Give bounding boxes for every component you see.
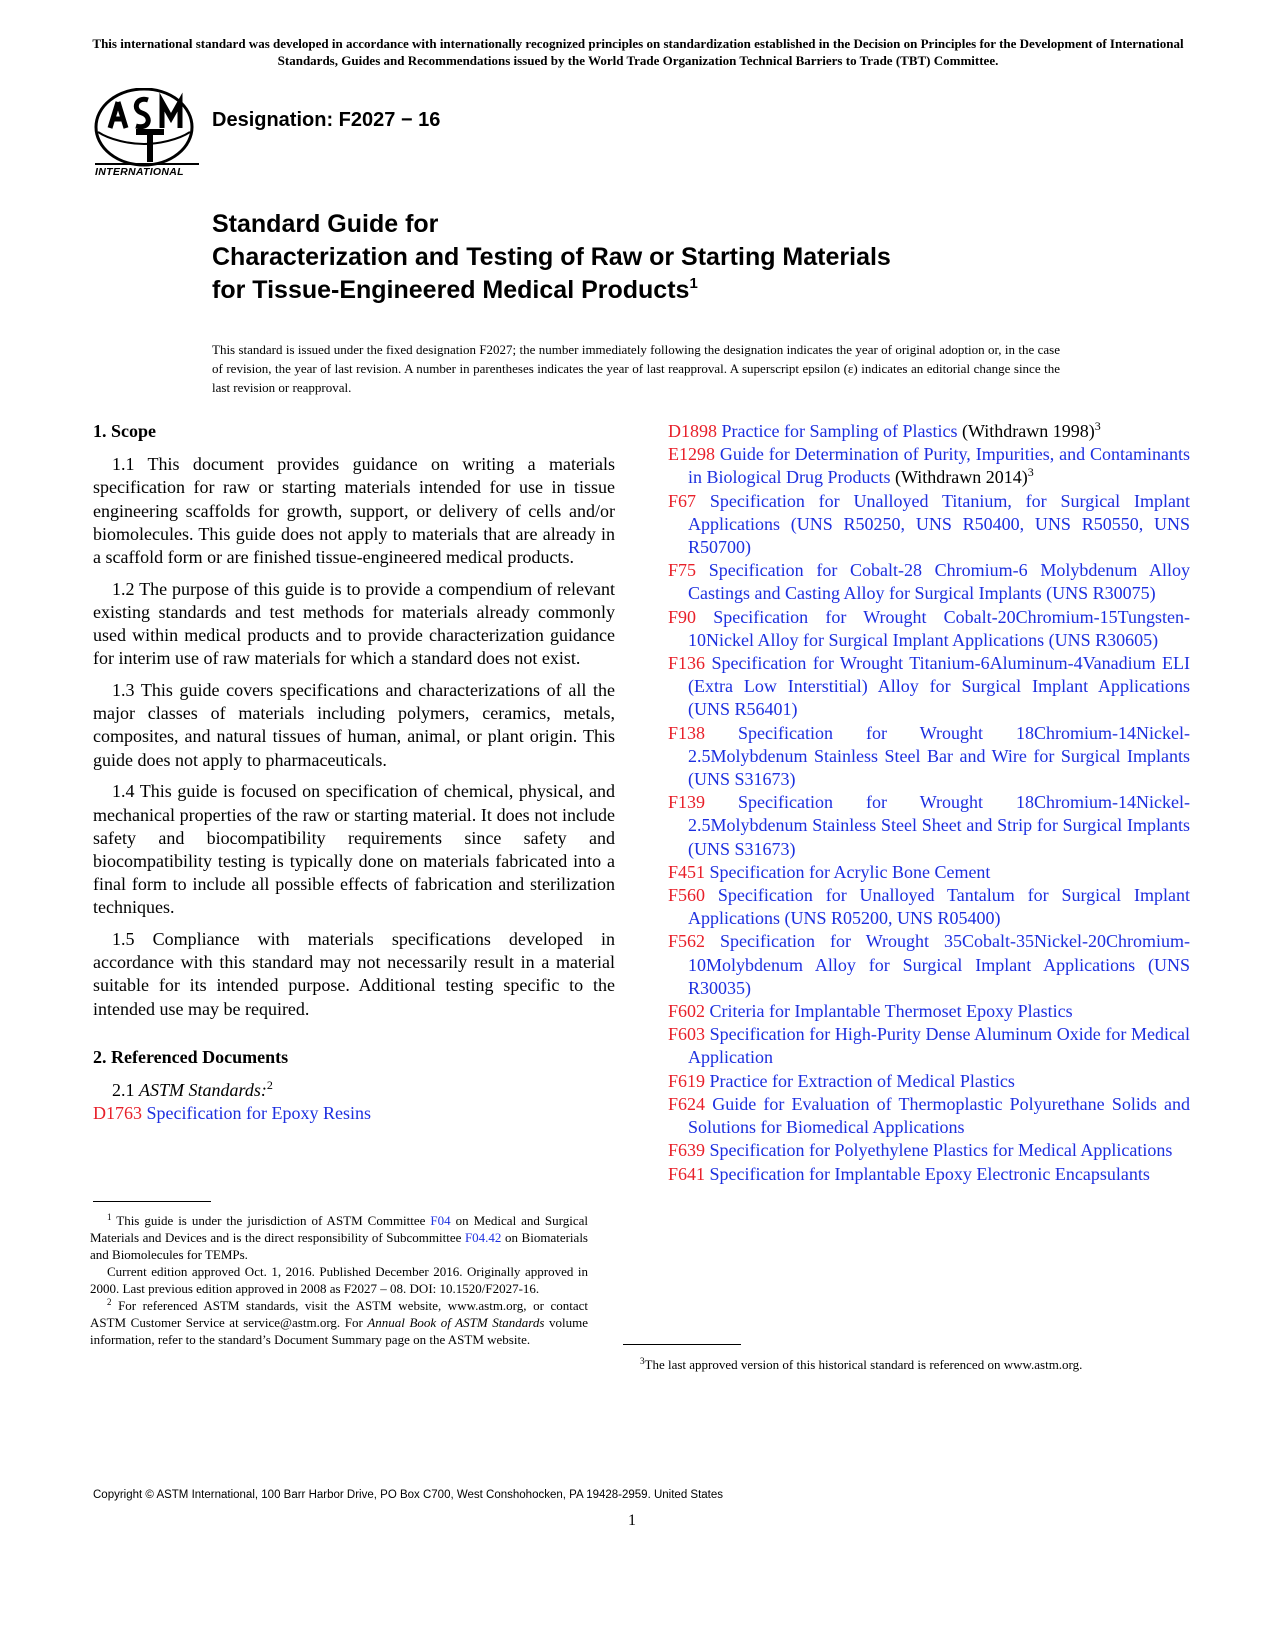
- document-title: [212, 208, 1062, 307]
- scope-paragraph: 1.4 This guide is focused on specification of chemical, physical, and mechanical properties of the raw or starting material. It does not include safety and biocompatibility requirements since safety and biocompatibility testing is typically done on materials fabricated into a final form to include all possible effects of fabrication and sterilization techniques.: [93, 781, 615, 918]
- reference-title-link[interactable]: Specification for Wrought Titanium-6Aluminum-4Vanadium ELI (Extra Low Interstitial) Alloy for Surgical Implant Applications (UNS R56401): [688, 653, 1190, 720]
- reference-title-link[interactable]: Practice for Extraction of Medical Plastics: [709, 1070, 1015, 1091]
- reference-item: [668, 1023, 1190, 1069]
- reference-code-link[interactable]: F603: [668, 1024, 706, 1045]
- subcommittee-link[interactable]: F04.42: [464, 1230, 502, 1245]
- reference-code-link[interactable]: F451: [668, 861, 706, 882]
- scope-paragraph: 1.1 This document provides guidance on writing a materials specification for raw or starting materials intended for use in tissue engineering scaffolds for growth, support, or delivery of cells and/or biomolecules. This guide does not apply to materials that are already in a scaffold form or are finished tissue-engineered medical products.: [93, 454, 615, 568]
- subsection-footnote-mark: 2: [266, 1078, 273, 1093]
- title-line-3-text: for Tissue-Engineered Medical Products: [212, 276, 690, 304]
- title-line-1: Standard Guide for: [212, 210, 439, 238]
- reference-title-link[interactable]: Specification for Wrought 35Cobalt-35Nickel-20Chromium-10Molybdenum Alloy for Surgical Implant Applications (UNS R30035): [688, 931, 1190, 998]
- references-right: [668, 420, 1190, 1186]
- reference-code-link[interactable]: F139: [668, 792, 706, 813]
- reference-code-link[interactable]: F90: [668, 606, 697, 627]
- reference-title-link[interactable]: Specification for Implantable Epoxy Electronic Encapsulants: [709, 1163, 1150, 1184]
- footnote-mark: 2: [107, 1297, 112, 1307]
- reference-code-link[interactable]: F639: [668, 1140, 706, 1161]
- reference-item: [668, 930, 1190, 1000]
- reference-code-link[interactable]: F136: [668, 653, 706, 674]
- footnote-1-edition: Current edition approved Oct. 1, 2016. Published December 2016. Originally approved in 2000. Last previous edition approved in 2008 as F2027 – 08. DOI: 10.1520/F2027-16.: [90, 1264, 588, 1296]
- reference-note: (Withdrawn 2014): [890, 467, 1028, 488]
- left-column: [93, 420, 615, 1125]
- committee-link[interactable]: F04: [430, 1213, 451, 1228]
- designation: Designation: F2027 − 16: [212, 109, 441, 131]
- reference-item: [668, 606, 1190, 652]
- reference-code-link[interactable]: D1898: [668, 421, 717, 441]
- reference-code-link[interactable]: F602: [668, 1001, 706, 1022]
- footnotes-right: [623, 1356, 1121, 1373]
- reference-item: [668, 884, 1190, 930]
- reference-title-link[interactable]: Specification for Cobalt-28 Chromium-6 Molybdenum Alloy Castings and Casting Alloy for Surgical Implants (UNS R30075): [688, 560, 1190, 604]
- wto-note: This international standard was developed in accordance with internationally recognized principles on standardization established in the Decision on Principles for the Development of International Standards, Guides and Recommendations issued by the World Trade Organization Technical Barriers to Trade (TBT) Committee.: [92, 36, 1184, 68]
- footnote-divider: [623, 1344, 741, 1345]
- footnote-text-italic: Annual Book of ASTM Standards: [367, 1315, 545, 1330]
- astm-standards-subheading: [93, 1079, 615, 1102]
- right-column: [668, 420, 1190, 1186]
- astm-logo-icon: [90, 88, 198, 174]
- referenced-documents-heading: 2. Referenced Documents: [93, 1046, 289, 1067]
- reference-title-link[interactable]: Practice for Sampling of Plastics: [721, 421, 958, 441]
- reference-item: [668, 722, 1190, 792]
- footnote-text: on Biomaterials and Biomolecules for TEMPs.: [90, 1230, 588, 1262]
- logo-text: INTERNATIONAL: [95, 163, 199, 178]
- references-left: [93, 1102, 615, 1125]
- reference-title-link[interactable]: Specification for Epoxy Resins: [146, 1103, 371, 1124]
- footnotes-left: [90, 1212, 588, 1348]
- reference-title-link[interactable]: Specification for Unalloyed Tantalum for Surgical Implant Applications (UNS R05200, UNS R05400): [688, 885, 1190, 929]
- title-line-2: Characterization and Testing of Raw or Starting Materials: [212, 243, 891, 271]
- title-footnote-mark: 1: [689, 275, 698, 292]
- footnote-1: [90, 1212, 588, 1263]
- reference-item: [668, 1070, 1190, 1093]
- reference-item: [668, 861, 1190, 884]
- reference-item: [668, 443, 1190, 489]
- subsection-number: 2.1: [112, 1080, 135, 1101]
- reference-code-link[interactable]: F560: [668, 885, 706, 906]
- title-line-3: [212, 274, 1062, 307]
- reference-title-link[interactable]: Specification for Wrought 18Chromium-14Nickel-2.5Molybdenum Stainless Steel Sheet and Strip for Surgical Implants (UNS S31673): [688, 792, 1190, 859]
- reference-code-link[interactable]: E1298: [668, 444, 715, 465]
- footnote-text: For referenced ASTM standards, visit the ASTM website, www.astm.org, or contact ASTM Customer Service at service@astm.org. For: [90, 1298, 588, 1330]
- reference-code-link[interactable]: F75: [668, 560, 697, 581]
- reference-title-link[interactable]: Specification for High-Purity Dense Aluminum Oxide for Medical Application: [688, 1024, 1190, 1068]
- page-number: 1: [628, 1512, 636, 1529]
- reference-code-link[interactable]: F67: [668, 490, 697, 511]
- footnote-mark: 1: [107, 1212, 112, 1222]
- reference-item: [668, 791, 1190, 861]
- reference-title-link[interactable]: Criteria for Implantable Thermoset Epoxy Plastics: [709, 1001, 1073, 1022]
- scope-heading: 1. Scope: [93, 421, 156, 441]
- reference-item: [668, 420, 1190, 443]
- reference-code-link[interactable]: D1763: [93, 1103, 142, 1124]
- issued-note: This standard is issued under the fixed designation F2027; the number immediately following the designation indicates the year of original adoption or, in the case of revision, the year of last revision. A number in parentheses indicates the year of last reapproval. A superscript epsilon (ε) indicates an editorial change since the last revision or reapproval.: [212, 342, 1060, 395]
- footnote-2: [90, 1297, 588, 1348]
- reference-item: [93, 1102, 615, 1125]
- reference-footnote-mark: 3: [1027, 465, 1034, 480]
- reference-item: [668, 490, 1190, 560]
- reference-code-link[interactable]: F562: [668, 931, 706, 952]
- reference-code-link[interactable]: F619: [668, 1070, 706, 1091]
- reference-item: [668, 652, 1190, 722]
- reference-item: [668, 1163, 1190, 1186]
- copyright: Copyright © ASTM International, 100 Barr Harbor Drive, PO Box C700, West Conshohocken, PA 19428-2959. United States: [93, 1489, 724, 1501]
- reference-item: [668, 559, 1190, 605]
- reference-title-link[interactable]: Specification for Wrought 18Chromium-14Nickel-2.5Molybdenum Stainless Steel Bar and Wire for Surgical Implants (UNS S31673): [688, 722, 1190, 790]
- reference-title-link[interactable]: Specification for Unalloyed Titanium, for Surgical Implant Applications (UNS R50250, UNS R50400, UNS R50550, UNS R50700): [688, 490, 1190, 558]
- reference-note: (Withdrawn 1998): [957, 421, 1095, 441]
- reference-title-link[interactable]: Guide for Evaluation of Thermoplastic Polyurethane Solids and Solutions for Biomedical Applications: [688, 1093, 1191, 1138]
- reference-title-link[interactable]: Specification for Polyethylene Plastics for Medical Applications: [709, 1140, 1173, 1161]
- subsection-label: ASTM Standards:: [139, 1080, 267, 1101]
- reference-title-link[interactable]: Guide for Determination of Purity, Impurities, and Contaminants in Biological Drug Products: [688, 444, 1190, 488]
- reference-code-link[interactable]: F138: [668, 722, 706, 743]
- reference-title-link[interactable]: Specification for Acrylic Bone Cement: [709, 861, 991, 882]
- reference-title-link[interactable]: Specification for Wrought Cobalt-20Chromium-15Tungsten-10Nickel Alloy for Surgical Implant Applications (UNS R30605): [688, 606, 1190, 650]
- reference-item: [668, 1000, 1190, 1023]
- footnote-text: This guide is under the jurisdiction of ASTM Committee: [116, 1213, 431, 1228]
- footnote-text: The last approved version of this historical standard is referenced on www.astm.org.: [644, 1357, 1083, 1372]
- reference-footnote-mark: 3: [1094, 419, 1101, 433]
- footnote-text: on Medical and Surgical Materials and Devices and is the direct responsibility of Subcommittee: [90, 1213, 588, 1245]
- footnote-divider: [93, 1201, 211, 1202]
- scope-paragraph: 1.2 The purpose of this guide is to provide a compendium of relevant existing standards and test methods for materials already commonly used within medical products and to provide characterization guidance for interim use of raw materials for which a standard does not exist.: [93, 578, 615, 669]
- footnote-mark: 3: [640, 1356, 645, 1366]
- reference-item: [668, 1093, 1190, 1139]
- scope-paragraph: 1.5 Compliance with materials specifications developed in accordance with this standard may not necessarily result in a material suitable for its intended purpose. Additional testing specific to the intended use may be required.: [93, 929, 615, 1019]
- scope-paragraph: 1.3 This guide covers specifications and characterizations of all the major classes of materials including polymers, ceramics, metals, composites, and natural tissues of human, animal, or plant origin. This guide does not apply to pharmaceuticals.: [93, 680, 615, 770]
- footnote-3: [623, 1356, 1121, 1373]
- reference-code-link[interactable]: F641: [668, 1163, 706, 1184]
- reference-code-link[interactable]: F624: [668, 1093, 706, 1114]
- footnote-text: volume information, refer to the standard’s Document Summary page on the ASTM website.: [90, 1315, 588, 1347]
- reference-item: [668, 1139, 1190, 1162]
